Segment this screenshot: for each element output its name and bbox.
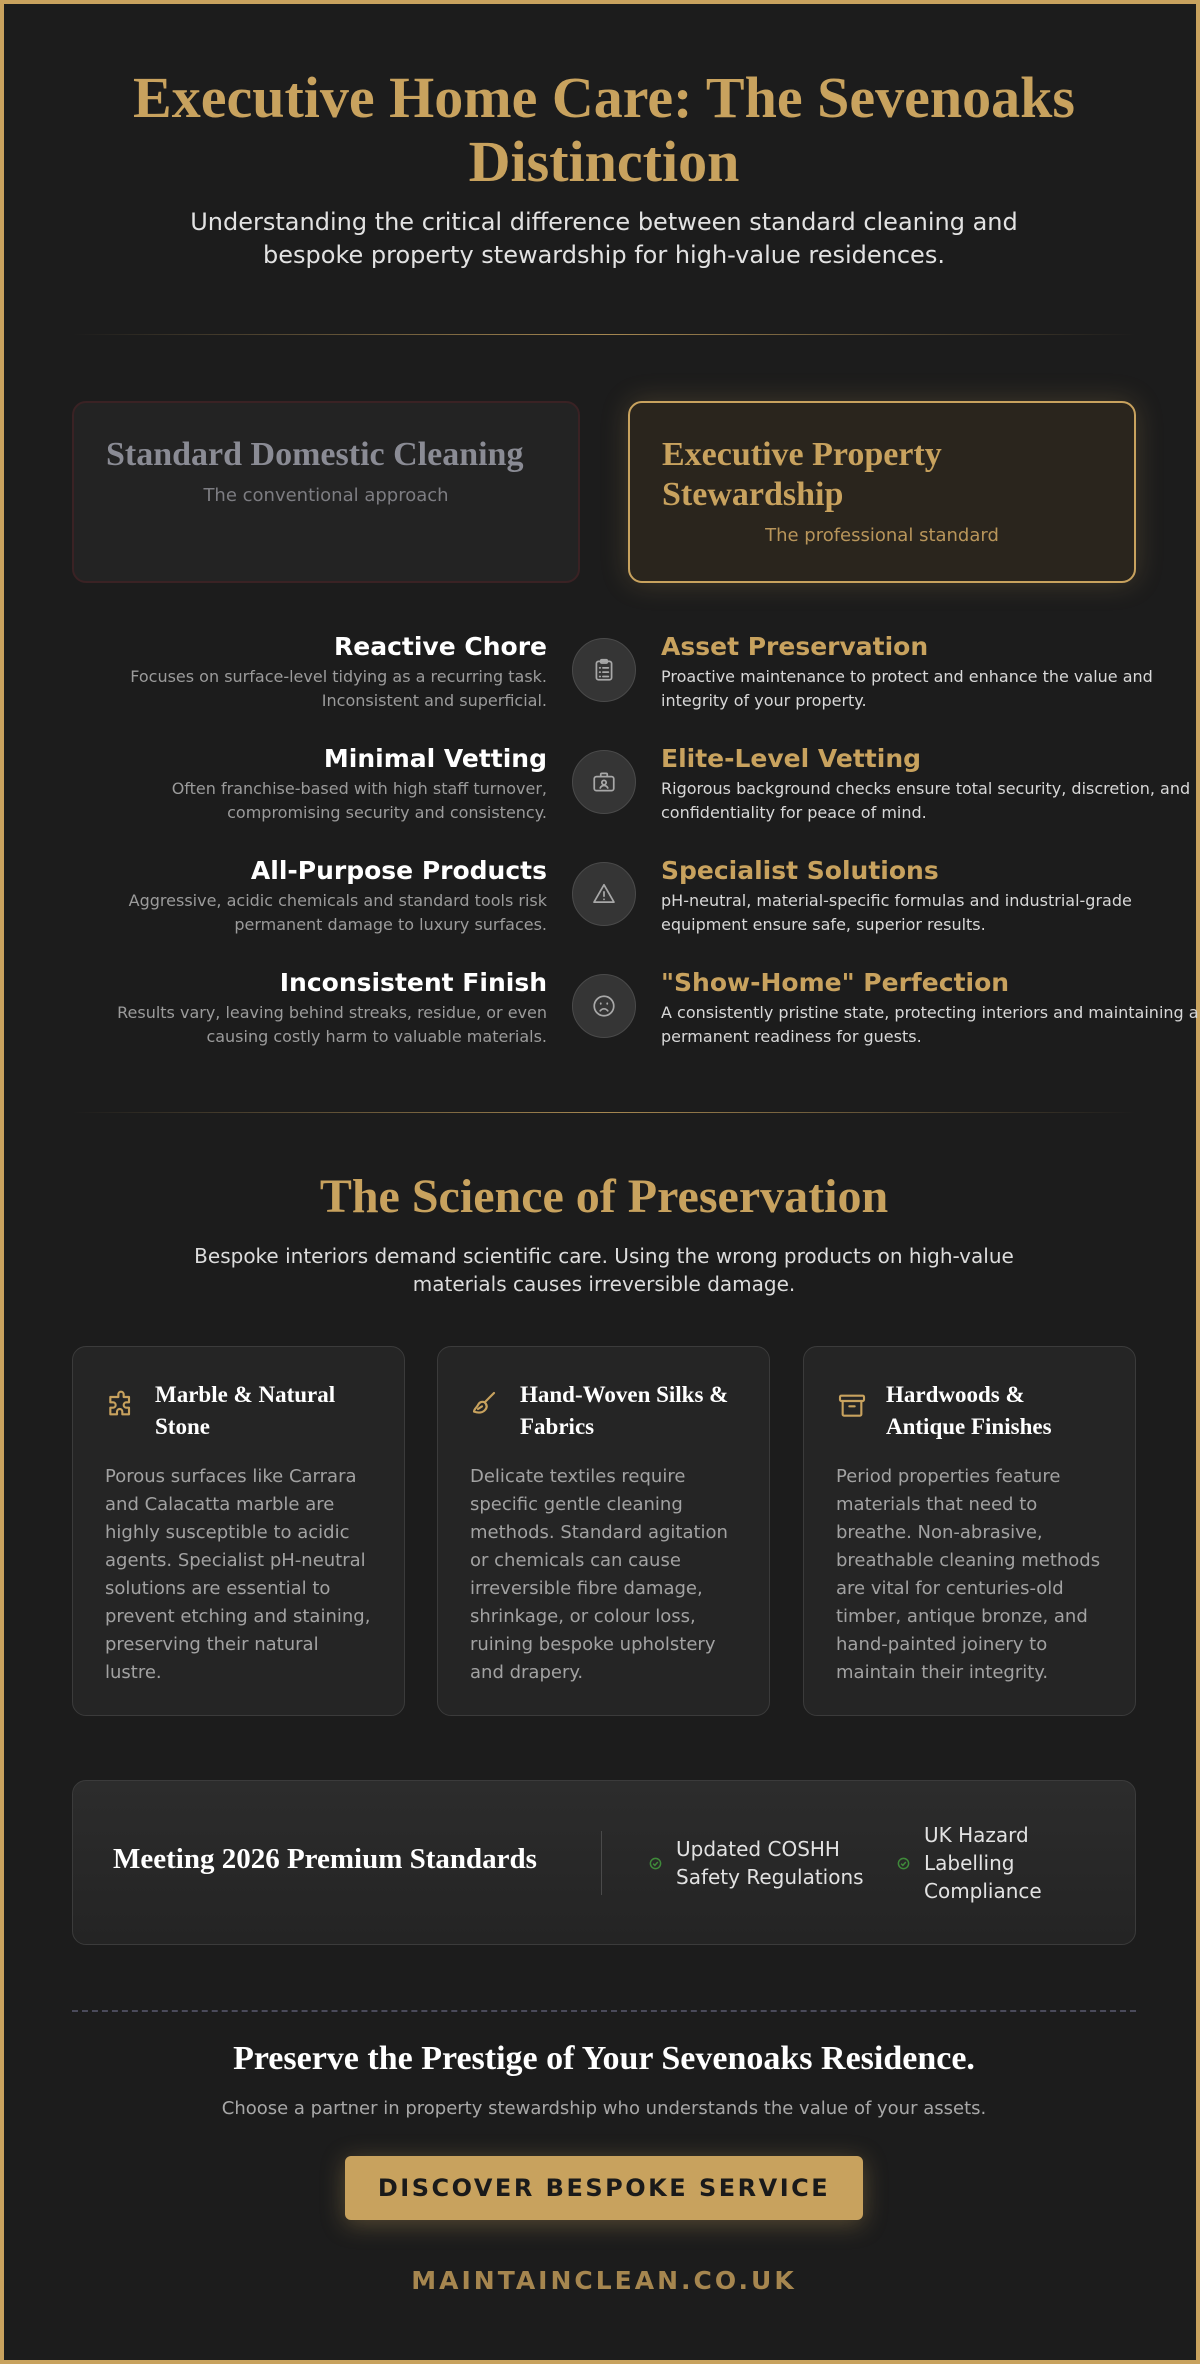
sad-face-icon bbox=[572, 974, 636, 1038]
standards-item bbox=[649, 1835, 879, 1891]
row-standard-desc: Focuses on surface-level tidying as a recurring task. Inconsistent and superficial. bbox=[130, 667, 547, 710]
row-executive-title: Asset Preservation bbox=[661, 632, 929, 661]
material-card-title: Marble & Natural Stone bbox=[155, 1382, 336, 1439]
row-standard-side bbox=[72, 744, 547, 825]
row-standard-title: Inconsistent Finish bbox=[279, 968, 547, 997]
row-executive-desc: A consistently pristine state, protecting interiors and maintaining a permanent readiness for guests. bbox=[661, 1003, 1199, 1046]
row-standard-title: All-Purpose Products bbox=[250, 856, 547, 885]
comparison-row bbox=[72, 632, 1153, 732]
discover-bespoke-service-button[interactable]: DISCOVER BESPOKE SERVICE bbox=[345, 2156, 863, 2220]
executive-card-subtitle: The professional standard bbox=[765, 525, 999, 546]
check-circle-icon bbox=[897, 1857, 910, 1870]
brush-icon bbox=[470, 1389, 502, 1421]
material-card-desc: Period properties feature materials that need to breathe. Non-abrasive, breathable cleaning methods are vital for centuries-old timber, antique bronze, and hand-painted joinery to maintain their integrity. bbox=[836, 1466, 1101, 1683]
row-executive-side bbox=[661, 968, 1200, 1049]
standard-card-title: Standard Domestic Cleaning bbox=[106, 436, 524, 473]
row-executive-side bbox=[661, 632, 1200, 713]
website-link[interactable]: MAINTAINCLEAN.CO.UK bbox=[411, 2266, 797, 2295]
row-standard-side bbox=[72, 856, 547, 937]
executive-stewardship-card bbox=[628, 401, 1136, 583]
standards-item bbox=[897, 1821, 1097, 1905]
material-card-title: Hardwoods & Antique Finishes bbox=[886, 1382, 1052, 1439]
row-executive-side bbox=[661, 856, 1200, 937]
row-standard-title: Reactive Chore bbox=[334, 632, 547, 661]
row-executive-desc: Rigorous background checks ensure total security, discretion, and confidentiality for peace of mind. bbox=[661, 779, 1191, 822]
material-card-silks bbox=[437, 1346, 770, 1716]
row-executive-desc: Proactive maintenance to protect and enhance the value and integrity of your property. bbox=[661, 667, 1153, 710]
cta-subtitle: Choose a partner in property stewardship who understands the value of your assets. bbox=[221, 2098, 987, 2119]
archive-box-icon bbox=[836, 1389, 868, 1421]
material-card-desc: Porous surfaces like Carrara and Calacatta marble are highly susceptible to acidic agents. Specialist pH-neutral solutions are essential to prevent etching and staining, preserving their natural lustre. bbox=[105, 1466, 371, 1683]
check-circle-icon bbox=[649, 1857, 662, 1870]
dashed-divider bbox=[72, 2010, 1136, 2012]
row-standard-desc: Often franchise-based with high staff turnover, compromising security and consistency. bbox=[171, 779, 547, 822]
material-card-title: Hand-Woven Silks & Fabrics bbox=[520, 1382, 729, 1439]
puzzle-icon bbox=[105, 1389, 137, 1421]
header-divider bbox=[72, 334, 1136, 335]
clipboard-icon bbox=[572, 638, 636, 702]
comparison-row bbox=[72, 744, 1191, 844]
comparison-row bbox=[72, 968, 1199, 1068]
comparison-row bbox=[72, 856, 1136, 956]
standard-cleaning-card bbox=[72, 401, 580, 583]
standard-card-subtitle: The conventional approach bbox=[203, 485, 449, 506]
science-section-title: The Science of Preservation bbox=[319, 1170, 889, 1223]
cta-title: Preserve the Prestige of Your Sevenoaks Residence. bbox=[233, 2040, 975, 2077]
row-executive-title: Elite-Level Vetting bbox=[661, 744, 922, 773]
executive-card-title: Executive Property Stewardship bbox=[662, 436, 942, 513]
standards-panel bbox=[72, 1780, 1136, 1945]
section-divider bbox=[72, 1112, 1136, 1113]
warning-icon bbox=[572, 862, 636, 926]
row-standard-side bbox=[72, 632, 547, 713]
standards-separator bbox=[601, 1831, 602, 1895]
row-executive-side bbox=[661, 744, 1200, 825]
standards-item-label: Updated COSHH Safety Regulations bbox=[676, 1837, 864, 1889]
row-standard-desc: Aggressive, acidic chemicals and standard tools risk permanent damage to luxury surfaces. bbox=[128, 891, 547, 934]
page-subtitle: Understanding the critical difference between standard cleaning and bespoke property stewardship for high-value residences. bbox=[190, 208, 1018, 269]
material-card-marble bbox=[72, 1346, 405, 1716]
row-standard-side bbox=[72, 968, 547, 1049]
page-title: Executive Home Care: The Sevenoaks Distinction bbox=[133, 65, 1075, 194]
material-card-hardwoods bbox=[803, 1346, 1136, 1716]
standards-title: Meeting 2026 Premium Standards bbox=[113, 1843, 537, 1875]
row-executive-title: "Show-Home" Perfection bbox=[661, 968, 1010, 997]
material-card-desc: Delicate textiles require specific gentle cleaning methods. Standard agitation or chemicals can cause irreversible fibre damage, shrinkage, or colour loss, ruining bespoke upholstery and drapery. bbox=[470, 1466, 728, 1683]
row-executive-title: Specialist Solutions bbox=[661, 856, 939, 885]
standards-item-label: UK Hazard Labelling Compliance bbox=[924, 1823, 1042, 1903]
row-standard-title: Minimal Vetting bbox=[323, 744, 547, 773]
row-executive-desc: pH-neutral, material-specific formulas and industrial-grade equipment ensure safe, superior results. bbox=[661, 891, 1132, 934]
id-badge-icon bbox=[572, 750, 636, 814]
row-standard-desc: Results vary, leaving behind streaks, residue, or even causing costly harm to valuable materials. bbox=[117, 1003, 547, 1046]
science-section-subtitle: Bespoke interiors demand scientific care. Using the wrong products on high-value materials causes irreversible damage. bbox=[194, 1244, 1014, 1296]
